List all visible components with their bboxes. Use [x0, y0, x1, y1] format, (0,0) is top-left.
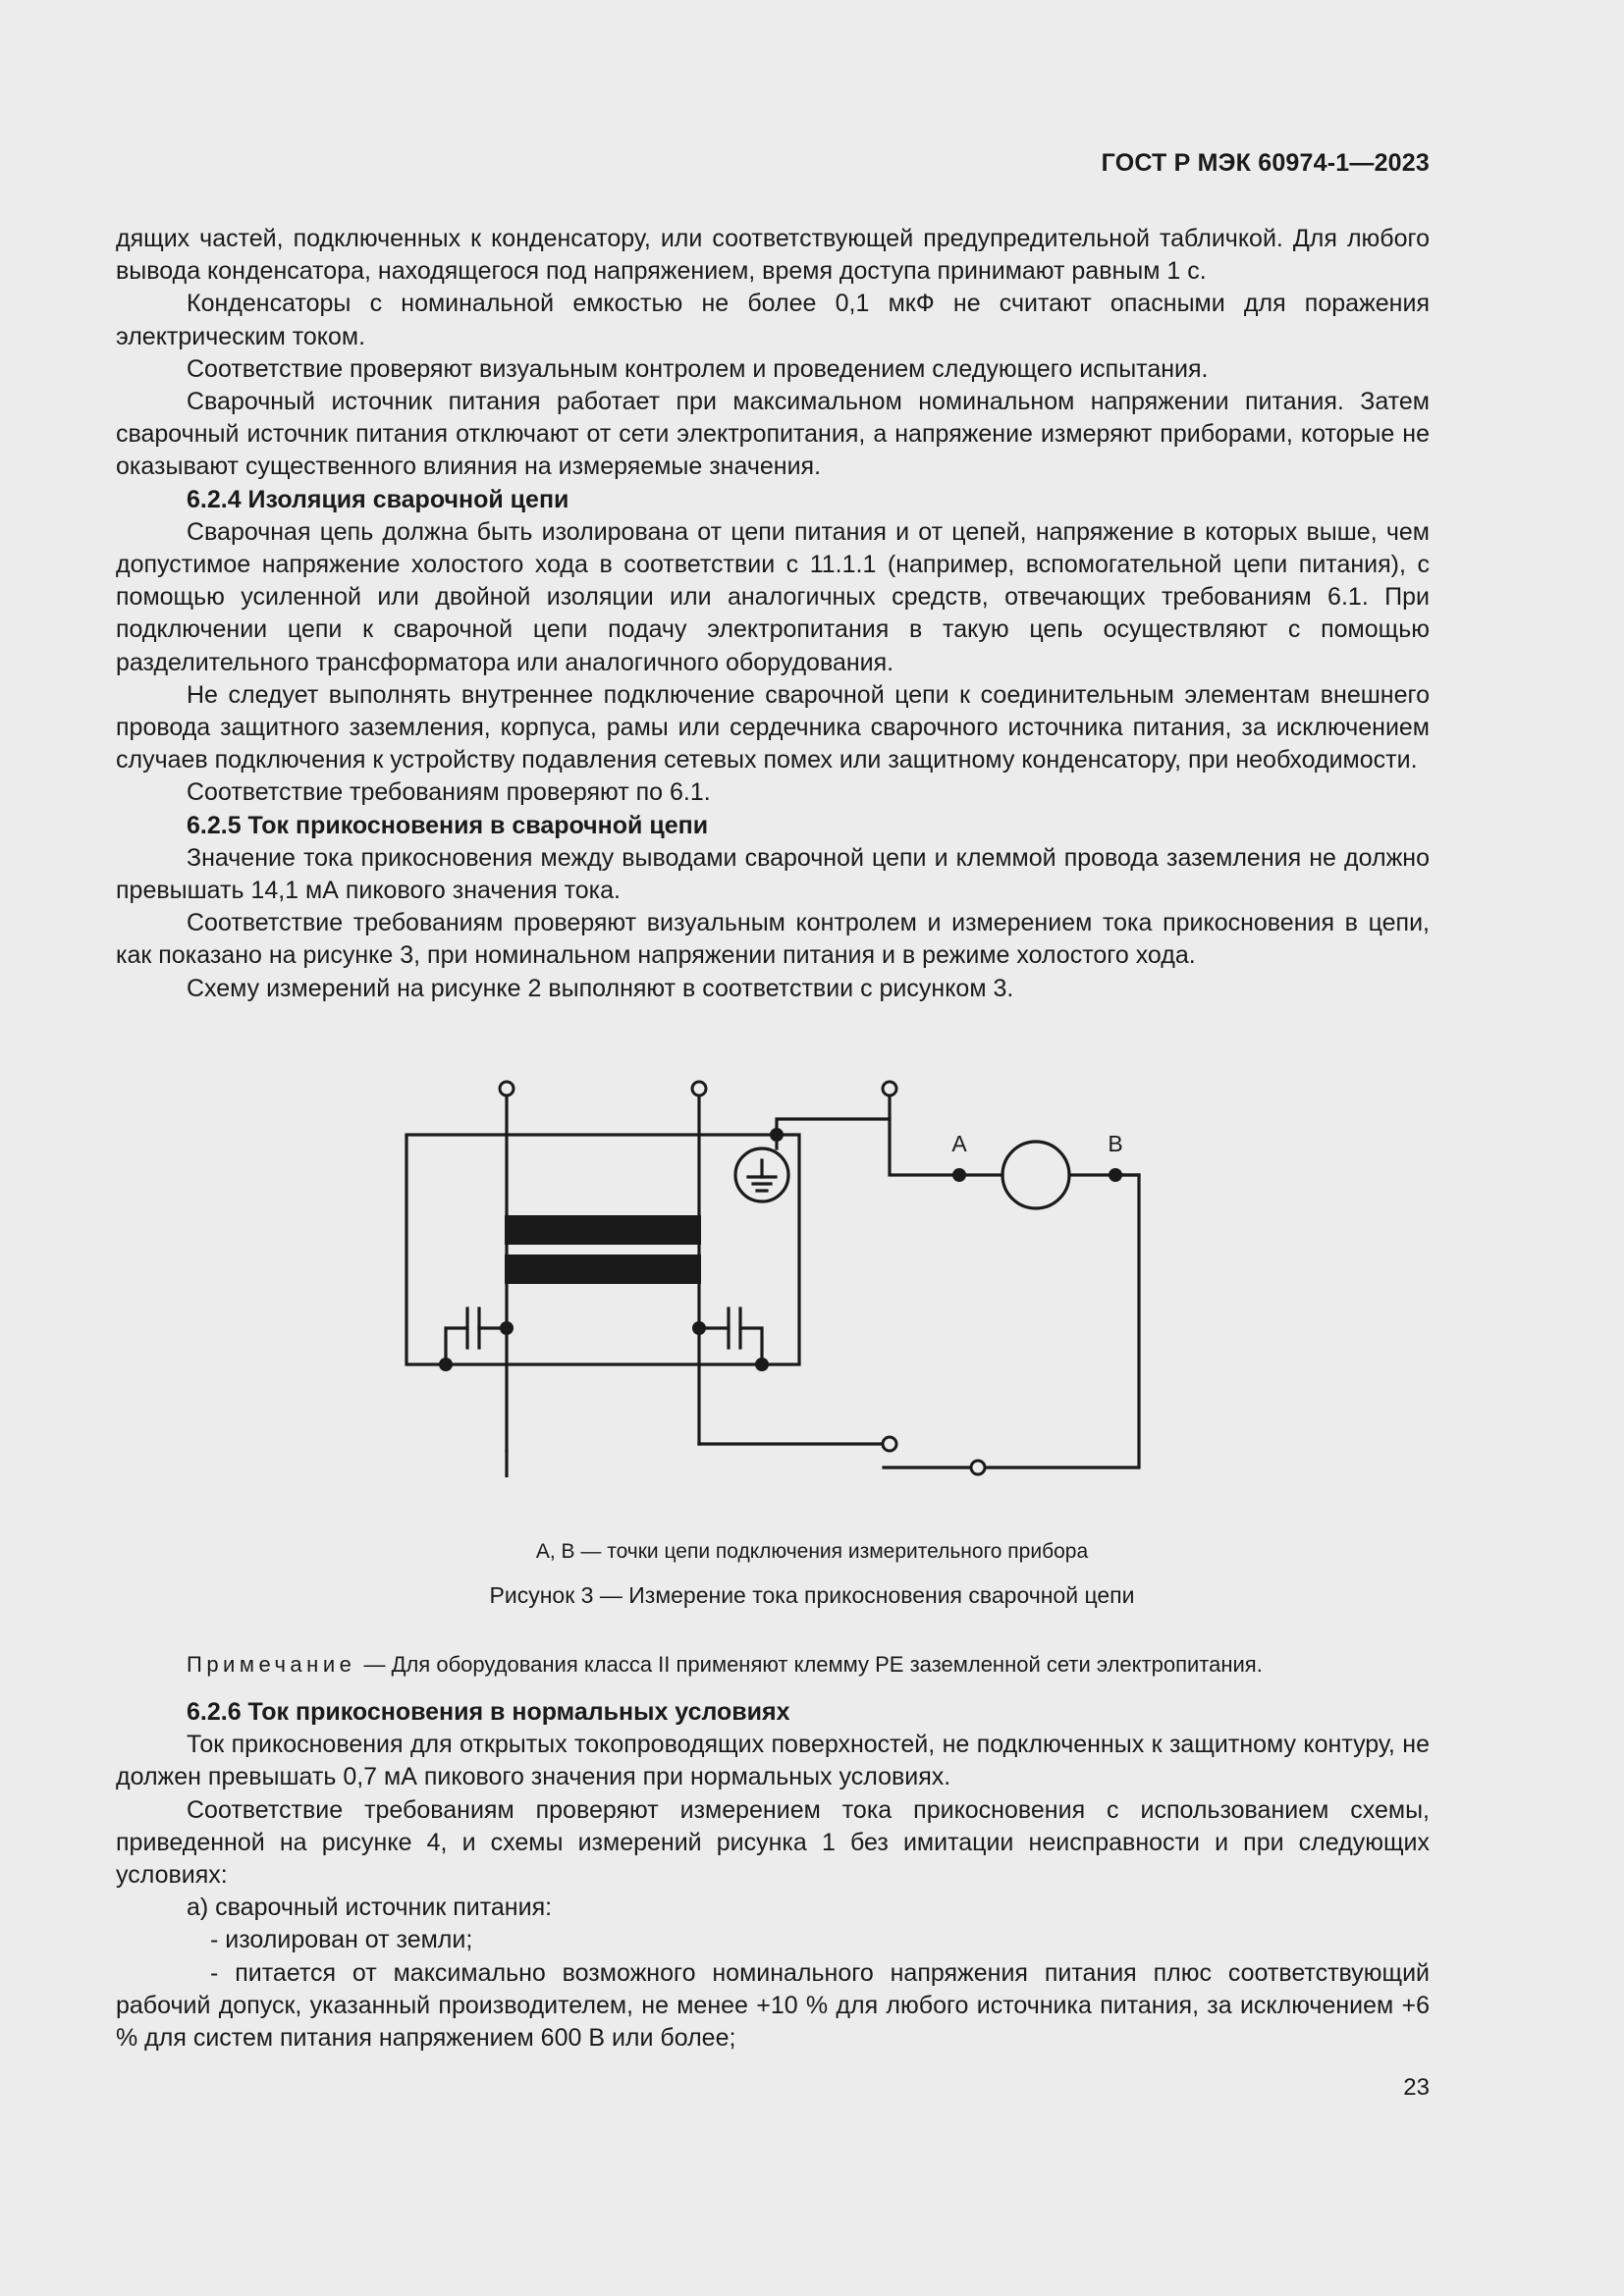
- figure-legend: А, В — точки цепи подключения измерительного прибора: [535, 1540, 1089, 1563]
- paragraph: Не следует выполнять внутреннее подключение сварочной цепи к соединительным элементам внешнего провода защитного заземления, корпуса, рамы или сердечника сварочного источника питания, за исключением случаев подключения к устройству подавления сетевых помех или защитному конденсатору, при необходимости.: [116, 680, 1430, 774]
- paragraph: Значение тока прикосновения между выводами сварочной цепи и клеммой провода заземления не должно превышать 14,1 мА пикового значения тока.: [116, 843, 1430, 905]
- body-text-top: [116, 223, 1430, 1005]
- paragraph: Соответствие требованиям проверяют измерением тока прикосновения с использованием схемы, приведенной на рисунке 4, и схемы измерений рисунка 1 без имитации неисправности и при следующих условиях:: [116, 1795, 1430, 1890]
- paragraph: Схему измерений на рисунке 2 выполняют в соответствии с рисунком 3.: [187, 974, 1014, 1002]
- point-a-dot: [952, 1168, 966, 1182]
- wire-b-return: [982, 1175, 1139, 1468]
- paragraph: Соответствие требованиям проверяют визуальным контролем и измерением тока прикосновения в цепи, как показано на рисунке 3, при номинальном напряжении питания и в режиме холостого хода.: [116, 909, 1430, 970]
- section-heading: 6.2.4 Изоляция сварочной цепи: [187, 485, 569, 513]
- junction-dot: [755, 1358, 769, 1371]
- figure-caption: Рисунок 3 — Измерение тока прикосновения сварочной цепи: [489, 1582, 1135, 1608]
- paragraph: Сварочная цепь должна быть изолирована от цепи питания и от цепей, напряжение в которых выше, чем допустимое напряжение холостого хода в соответствии с 11.1.1 (например, вспомогательной цепи питания), с помощью усиленной или двойной изоляции или аналогичных средств, отвечающих требованиям 6.1. При подключении цепи к сварочной цепи подачу электропитания в такую цепь осуществляют с помощью разделительного трансформатора или аналогичного оборудования.: [116, 517, 1430, 676]
- junction-dot: [439, 1358, 453, 1371]
- terminal-right: [883, 1082, 896, 1095]
- switch-contact-upper: [883, 1437, 896, 1451]
- paragraph: - изолирован от земли;: [210, 1926, 473, 1954]
- terminal-left: [500, 1082, 514, 1095]
- paragraph: Соответствие требованиям проверяют по 6.1.: [187, 778, 711, 807]
- section-heading: 6.2.5 Ток прикосновения в сварочной цепи: [187, 811, 709, 839]
- transformer-core-bottom: [505, 1255, 701, 1284]
- body-text-bottom: [116, 1696, 1430, 2055]
- paragraph: Конденсаторы с номинальной емкостью не более 0,1 мкФ не считают опасными для поражения электрическим током.: [116, 290, 1430, 350]
- terminal-middle: [692, 1082, 706, 1095]
- paragraph: Сварочный источник питания работает при максимальном номинальном напряжении питания. Затем сварочный источник питания отключают от сети электропитания, а напряжение измеряют приборами, которые не оказывают существенного влияния на измеряемые значения.: [116, 388, 1430, 481]
- paragraph: дящих частей, подключенных к конденсатору, или соответствующей предупредительной табличкой. Для любого вывода конденсатора, находящегося под напряжением, время доступа принимают равным 1 с.: [116, 225, 1430, 286]
- point-b-label: B: [1108, 1131, 1123, 1156]
- wire-pe-terminal: [777, 1089, 890, 1135]
- note-text: — Для оборудования класса II применяют клемму PE заземленной сети электропитания.: [357, 1652, 1263, 1677]
- point-b-dot: [1109, 1168, 1122, 1182]
- page-number: 23: [1403, 2074, 1430, 2101]
- wire-to-a: [890, 1119, 959, 1175]
- transformer-core-top: [505, 1215, 701, 1245]
- switch-pivot: [971, 1461, 985, 1474]
- point-a-label: A: [951, 1131, 967, 1156]
- circuit-diagram: [0, 1065, 1624, 1477]
- paragraph: а) сварочный источник питания:: [187, 1894, 553, 1922]
- junction-dot: [692, 1321, 706, 1335]
- paragraph: Соответствие проверяют визуальным контролем и проведением следующего испытания.: [187, 354, 1209, 383]
- paragraph: Ток прикосновения для открытых токопроводящих поверхностей, не подключенных к защитному контуру, не должен превышать 0,7 мА пикового значения при нормальных условиях.: [116, 1731, 1430, 1791]
- document-code: ГОСТ Р МЭК 60974-1—2023: [1101, 149, 1430, 177]
- junction-dot: [770, 1128, 784, 1142]
- section-heading: 6.2.6 Ток прикосновения в нормальных условиях: [187, 1698, 790, 1726]
- paragraph: - питается от максимально возможного номинального напряжения питания плюс соответствующий рабочий допуск, указанный производителем, не менее +10 % для любого источника питания, за исключением +6 % для систем питания напряжением 600 В или более;: [116, 1958, 1430, 2053]
- note: [187, 1652, 1430, 1678]
- measuring-instrument: [1002, 1142, 1069, 1208]
- junction-dot: [500, 1321, 514, 1335]
- note-label: Примечание: [187, 1652, 356, 1677]
